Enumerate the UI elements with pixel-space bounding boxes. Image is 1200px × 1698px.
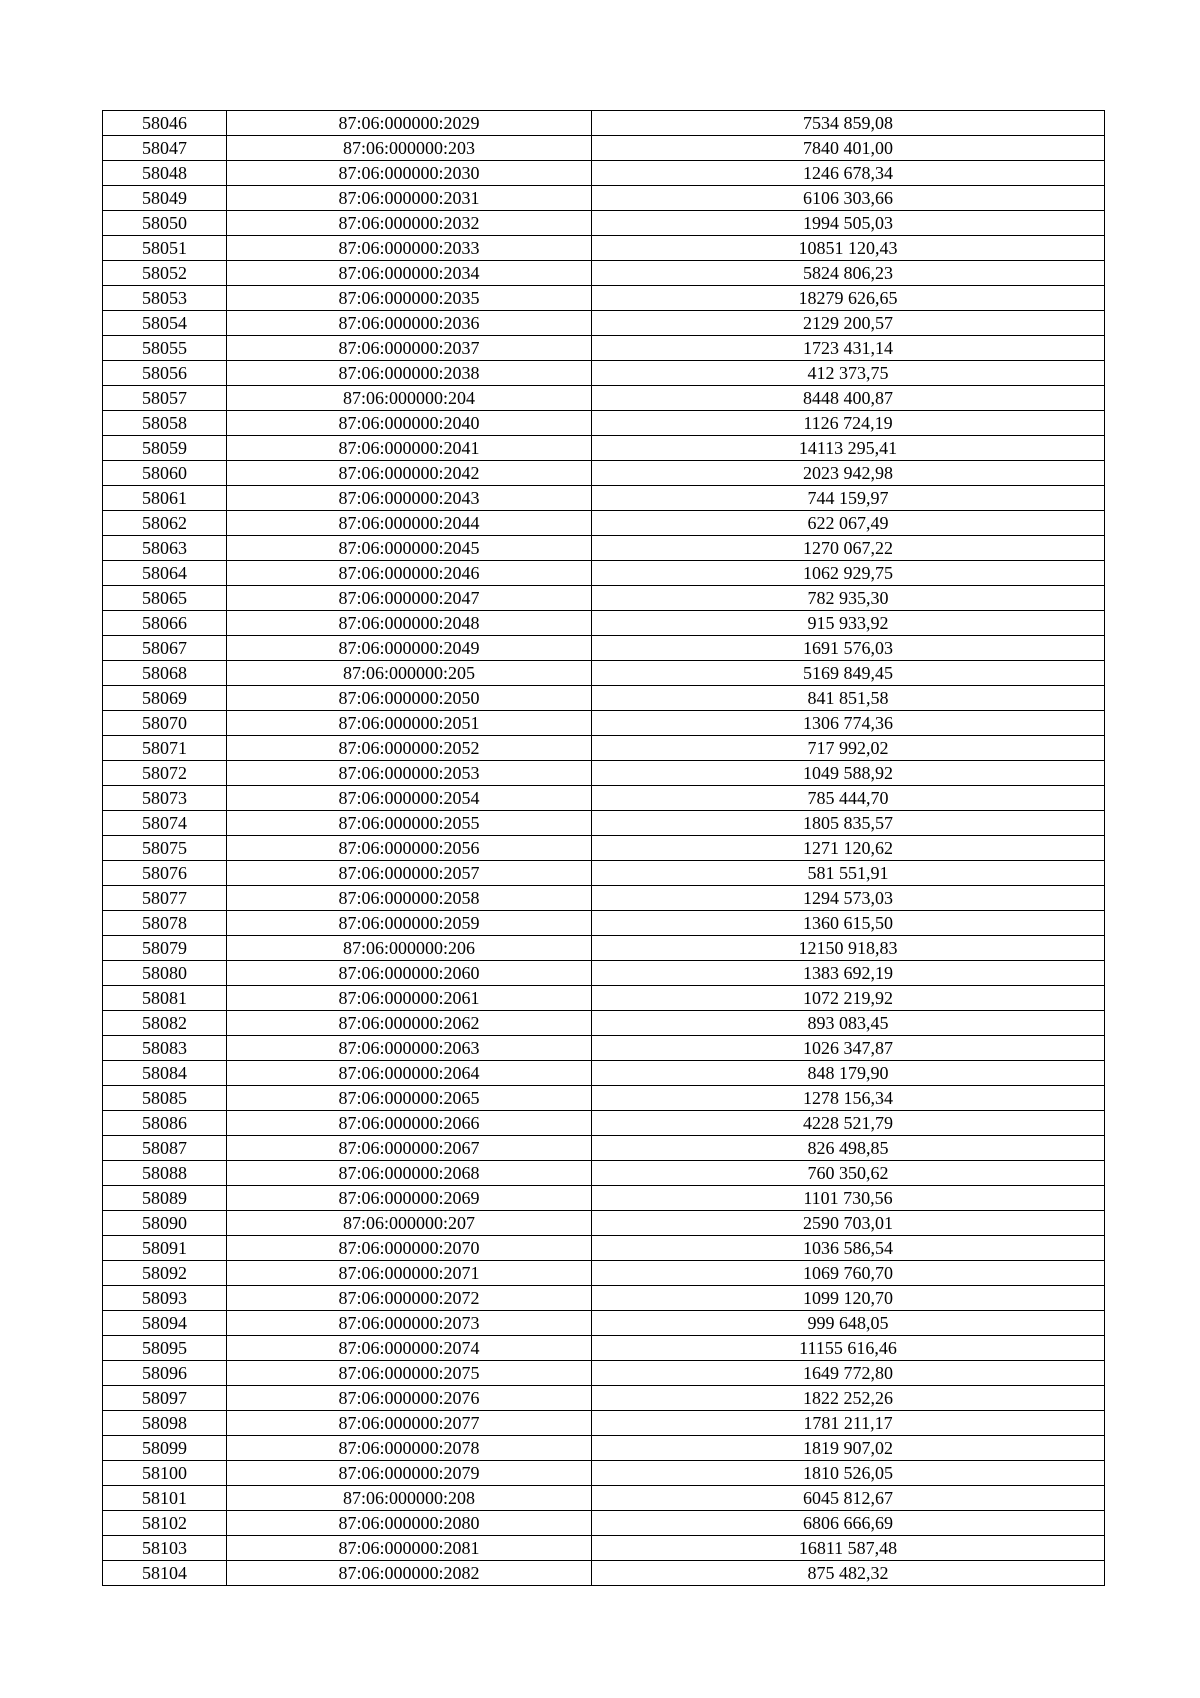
cadastral-value-cell: 6045 812,67 <box>592 1486 1105 1511</box>
table-row <box>103 461 1105 486</box>
cadastral-value-cell: 1649 772,80 <box>592 1361 1105 1386</box>
cadastral-value-cell: 875 482,32 <box>592 1561 1105 1586</box>
cadastral-number-cell: 87:06:000000:2064 <box>227 1061 592 1086</box>
row-number-cell: 58056 <box>103 361 227 386</box>
cadastral-value-cell: 622 067,49 <box>592 511 1105 536</box>
table-row <box>103 636 1105 661</box>
cadastral-value-cell: 5169 849,45 <box>592 661 1105 686</box>
table-row <box>103 886 1105 911</box>
row-number-cell: 58048 <box>103 161 227 186</box>
row-number-cell: 58097 <box>103 1386 227 1411</box>
cadastral-number-cell: 87:06:000000:207 <box>227 1211 592 1236</box>
cadastral-number-cell: 87:06:000000:2070 <box>227 1236 592 1261</box>
row-number-cell: 58099 <box>103 1436 227 1461</box>
table-row <box>103 161 1105 186</box>
row-number-cell: 58096 <box>103 1361 227 1386</box>
cadastral-value-cell: 1101 730,56 <box>592 1186 1105 1211</box>
cadastral-number-cell: 87:06:000000:2069 <box>227 1186 592 1211</box>
cadastral-number-cell: 87:06:000000:2048 <box>227 611 592 636</box>
cadastral-value-cell: 717 992,02 <box>592 736 1105 761</box>
row-number-cell: 58053 <box>103 286 227 311</box>
row-number-cell: 58074 <box>103 811 227 836</box>
table-row <box>103 911 1105 936</box>
row-number-cell: 58102 <box>103 1511 227 1536</box>
cadastral-value-table <box>102 110 1105 1586</box>
cadastral-number-cell: 87:06:000000:2060 <box>227 961 592 986</box>
cadastral-value-cell: 581 551,91 <box>592 861 1105 886</box>
table-row <box>103 686 1105 711</box>
row-number-cell: 58050 <box>103 211 227 236</box>
cadastral-value-cell: 1723 431,14 <box>592 336 1105 361</box>
row-number-cell: 58063 <box>103 536 227 561</box>
row-number-cell: 58066 <box>103 611 227 636</box>
cadastral-number-cell: 87:06:000000:2071 <box>227 1261 592 1286</box>
table-row <box>103 1436 1105 1461</box>
table-row <box>103 1511 1105 1536</box>
row-number-cell: 58057 <box>103 386 227 411</box>
table-row <box>103 1261 1105 1286</box>
cadastral-number-cell: 87:06:000000:2042 <box>227 461 592 486</box>
cadastral-value-cell: 2590 703,01 <box>592 1211 1105 1236</box>
table-row <box>103 1361 1105 1386</box>
row-number-cell: 58092 <box>103 1261 227 1286</box>
table-row <box>103 1386 1105 1411</box>
row-number-cell: 58098 <box>103 1411 227 1436</box>
cadastral-value-cell: 1270 067,22 <box>592 536 1105 561</box>
cadastral-number-cell: 87:06:000000:2030 <box>227 161 592 186</box>
cadastral-value-cell: 1360 615,50 <box>592 911 1105 936</box>
row-number-cell: 58085 <box>103 1086 227 1111</box>
cadastral-number-cell: 87:06:000000:208 <box>227 1486 592 1511</box>
row-number-cell: 58100 <box>103 1461 227 1486</box>
cadastral-number-cell: 87:06:000000:2052 <box>227 736 592 761</box>
cadastral-value-cell: 1049 588,92 <box>592 761 1105 786</box>
row-number-cell: 58094 <box>103 1311 227 1336</box>
cadastral-number-cell: 87:06:000000:2053 <box>227 761 592 786</box>
cadastral-value-cell: 1822 252,26 <box>592 1386 1105 1411</box>
row-number-cell: 58064 <box>103 561 227 586</box>
cadastral-number-cell: 87:06:000000:2034 <box>227 261 592 286</box>
row-number-cell: 58103 <box>103 1536 227 1561</box>
row-number-cell: 58079 <box>103 936 227 961</box>
row-number-cell: 58061 <box>103 486 227 511</box>
cadastral-number-cell: 87:06:000000:2041 <box>227 436 592 461</box>
cadastral-value-cell: 2023 942,98 <box>592 461 1105 486</box>
table-row <box>103 1311 1105 1336</box>
table-row <box>103 986 1105 1011</box>
cadastral-value-cell: 1069 760,70 <box>592 1261 1105 1286</box>
table-row <box>103 1136 1105 1161</box>
cadastral-number-cell: 87:06:000000:2079 <box>227 1461 592 1486</box>
table-row <box>103 1111 1105 1136</box>
cadastral-value-cell: 785 444,70 <box>592 786 1105 811</box>
cadastral-value-cell: 1099 120,70 <box>592 1286 1105 1311</box>
cadastral-value-cell: 12150 918,83 <box>592 936 1105 961</box>
cadastral-number-cell: 87:06:000000:2063 <box>227 1036 592 1061</box>
row-number-cell: 58093 <box>103 1286 227 1311</box>
table-row <box>103 1336 1105 1361</box>
row-number-cell: 58059 <box>103 436 227 461</box>
row-number-cell: 58090 <box>103 1211 227 1236</box>
cadastral-value-cell: 1306 774,36 <box>592 711 1105 736</box>
row-number-cell: 58055 <box>103 336 227 361</box>
cadastral-number-cell: 87:06:000000:2081 <box>227 1536 592 1561</box>
row-number-cell: 58071 <box>103 736 227 761</box>
table-row <box>103 486 1105 511</box>
table-row <box>103 661 1105 686</box>
table-row <box>103 336 1105 361</box>
cadastral-number-cell: 87:06:000000:2033 <box>227 236 592 261</box>
row-number-cell: 58091 <box>103 1236 227 1261</box>
row-number-cell: 58054 <box>103 311 227 336</box>
cadastral-number-cell: 87:06:000000:2078 <box>227 1436 592 1461</box>
cadastral-value-cell: 1994 505,03 <box>592 211 1105 236</box>
cadastral-number-cell: 87:06:000000:2059 <box>227 911 592 936</box>
cadastral-value-cell: 841 851,58 <box>592 686 1105 711</box>
row-number-cell: 58089 <box>103 1186 227 1211</box>
table-row <box>103 1186 1105 1211</box>
cadastral-value-cell: 1036 586,54 <box>592 1236 1105 1261</box>
cadastral-value-cell: 4228 521,79 <box>592 1111 1105 1136</box>
row-number-cell: 58086 <box>103 1111 227 1136</box>
cadastral-value-cell: 7534 859,08 <box>592 111 1105 136</box>
cadastral-number-cell: 87:06:000000:2038 <box>227 361 592 386</box>
table-row <box>103 761 1105 786</box>
table-row <box>103 1011 1105 1036</box>
cadastral-value-cell: 6106 303,66 <box>592 186 1105 211</box>
row-number-cell: 58080 <box>103 961 227 986</box>
table-row <box>103 1461 1105 1486</box>
cadastral-number-cell: 87:06:000000:2049 <box>227 636 592 661</box>
cadastral-value-cell: 1062 929,75 <box>592 561 1105 586</box>
cadastral-number-cell: 87:06:000000:2077 <box>227 1411 592 1436</box>
cadastral-value-cell: 1810 526,05 <box>592 1461 1105 1486</box>
table-row <box>103 136 1105 161</box>
table-row <box>103 611 1105 636</box>
cadastral-value-cell: 1805 835,57 <box>592 811 1105 836</box>
cadastral-number-cell: 87:06:000000:2043 <box>227 486 592 511</box>
row-number-cell: 58067 <box>103 636 227 661</box>
cadastral-number-cell: 87:06:000000:2031 <box>227 186 592 211</box>
cadastral-number-cell: 87:06:000000:2066 <box>227 1111 592 1136</box>
cadastral-number-cell: 87:06:000000:205 <box>227 661 592 686</box>
row-number-cell: 58072 <box>103 761 227 786</box>
row-number-cell: 58104 <box>103 1561 227 1586</box>
row-number-cell: 58087 <box>103 1136 227 1161</box>
cadastral-number-cell: 87:06:000000:2075 <box>227 1361 592 1386</box>
table-row <box>103 1161 1105 1186</box>
row-number-cell: 58073 <box>103 786 227 811</box>
row-number-cell: 58088 <box>103 1161 227 1186</box>
cadastral-value-cell: 1246 678,34 <box>592 161 1105 186</box>
table-row <box>103 311 1105 336</box>
table-row <box>103 261 1105 286</box>
row-number-cell: 58052 <box>103 261 227 286</box>
cadastral-value-cell: 760 350,62 <box>592 1161 1105 1186</box>
table-row <box>103 936 1105 961</box>
row-number-cell: 58051 <box>103 236 227 261</box>
cadastral-value-cell: 1383 692,19 <box>592 961 1105 986</box>
cadastral-number-cell: 87:06:000000:2050 <box>227 686 592 711</box>
table-row <box>103 386 1105 411</box>
cadastral-value-cell: 915 933,92 <box>592 611 1105 636</box>
cadastral-number-cell: 87:06:000000:2073 <box>227 1311 592 1336</box>
table-row <box>103 1036 1105 1061</box>
cadastral-value-cell: 5824 806,23 <box>592 261 1105 286</box>
table-row <box>103 411 1105 436</box>
cadastral-number-cell: 87:06:000000:2062 <box>227 1011 592 1036</box>
table-row <box>103 1561 1105 1586</box>
cadastral-value-cell: 782 935,30 <box>592 586 1105 611</box>
row-number-cell: 58068 <box>103 661 227 686</box>
table-row <box>103 586 1105 611</box>
table-row <box>103 1286 1105 1311</box>
row-number-cell: 58058 <box>103 411 227 436</box>
row-number-cell: 58070 <box>103 711 227 736</box>
table-row <box>103 561 1105 586</box>
row-number-cell: 58065 <box>103 586 227 611</box>
table-row <box>103 786 1105 811</box>
cadastral-value-cell: 1819 907,02 <box>592 1436 1105 1461</box>
row-number-cell: 58075 <box>103 836 227 861</box>
table-row <box>103 436 1105 461</box>
table-row <box>103 836 1105 861</box>
cadastral-number-cell: 87:06:000000:2082 <box>227 1561 592 1586</box>
cadastral-value-cell: 11155 616,46 <box>592 1336 1105 1361</box>
table-body <box>103 111 1105 1586</box>
table-row <box>103 361 1105 386</box>
cadastral-number-cell: 87:06:000000:2047 <box>227 586 592 611</box>
table-row <box>103 536 1105 561</box>
cadastral-value-cell: 16811 587,48 <box>592 1536 1105 1561</box>
cadastral-number-cell: 87:06:000000:2057 <box>227 861 592 886</box>
row-number-cell: 58077 <box>103 886 227 911</box>
row-number-cell: 58062 <box>103 511 227 536</box>
table-row <box>103 1211 1105 1236</box>
row-number-cell: 58047 <box>103 136 227 161</box>
cadastral-number-cell: 87:06:000000:2029 <box>227 111 592 136</box>
cadastral-number-cell: 87:06:000000:203 <box>227 136 592 161</box>
table-row <box>103 961 1105 986</box>
cadastral-value-cell: 1294 573,03 <box>592 886 1105 911</box>
row-number-cell: 58049 <box>103 186 227 211</box>
cadastral-value-cell: 18279 626,65 <box>592 286 1105 311</box>
cadastral-number-cell: 87:06:000000:2065 <box>227 1086 592 1111</box>
table-row <box>103 286 1105 311</box>
cadastral-value-cell: 1126 724,19 <box>592 411 1105 436</box>
row-number-cell: 58078 <box>103 911 227 936</box>
table-row <box>103 186 1105 211</box>
cadastral-number-cell: 87:06:000000:2045 <box>227 536 592 561</box>
cadastral-number-cell: 87:06:000000:2040 <box>227 411 592 436</box>
table-row <box>103 111 1105 136</box>
cadastral-number-cell: 87:06:000000:2058 <box>227 886 592 911</box>
cadastral-number-cell: 87:06:000000:2051 <box>227 711 592 736</box>
cadastral-number-cell: 87:06:000000:206 <box>227 936 592 961</box>
table-row <box>103 511 1105 536</box>
table-row <box>103 861 1105 886</box>
cadastral-value-cell: 848 179,90 <box>592 1061 1105 1086</box>
cadastral-number-cell: 87:06:000000:2080 <box>227 1511 592 1536</box>
cadastral-value-cell: 412 373,75 <box>592 361 1105 386</box>
cadastral-number-cell: 87:06:000000:2067 <box>227 1136 592 1161</box>
row-number-cell: 58082 <box>103 1011 227 1036</box>
cadastral-value-cell: 10851 120,43 <box>592 236 1105 261</box>
table-row <box>103 736 1105 761</box>
table-row <box>103 1086 1105 1111</box>
cadastral-number-cell: 87:06:000000:2056 <box>227 836 592 861</box>
cadastral-value-cell: 6806 666,69 <box>592 1511 1105 1536</box>
table-row <box>103 236 1105 261</box>
cadastral-value-cell: 893 083,45 <box>592 1011 1105 1036</box>
cadastral-number-cell: 87:06:000000:2037 <box>227 336 592 361</box>
cadastral-value-cell: 744 159,97 <box>592 486 1105 511</box>
row-number-cell: 58069 <box>103 686 227 711</box>
cadastral-value-cell: 7840 401,00 <box>592 136 1105 161</box>
cadastral-number-cell: 87:06:000000:2076 <box>227 1386 592 1411</box>
row-number-cell: 58046 <box>103 111 227 136</box>
cadastral-number-cell: 87:06:000000:2032 <box>227 211 592 236</box>
cadastral-number-cell: 87:06:000000:2068 <box>227 1161 592 1186</box>
table-row <box>103 1411 1105 1436</box>
cadastral-number-cell: 87:06:000000:2044 <box>227 511 592 536</box>
cadastral-number-cell: 87:06:000000:2074 <box>227 1336 592 1361</box>
cadastral-value-cell: 1271 120,62 <box>592 836 1105 861</box>
table-row <box>103 1486 1105 1511</box>
cadastral-value-cell: 2129 200,57 <box>592 311 1105 336</box>
row-number-cell: 58101 <box>103 1486 227 1511</box>
cadastral-value-cell: 1781 211,17 <box>592 1411 1105 1436</box>
cadastral-number-cell: 87:06:000000:2072 <box>227 1286 592 1311</box>
row-number-cell: 58084 <box>103 1061 227 1086</box>
table-row <box>103 1061 1105 1086</box>
table-row <box>103 811 1105 836</box>
cadastral-number-cell: 87:06:000000:204 <box>227 386 592 411</box>
table-row <box>103 711 1105 736</box>
cadastral-number-cell: 87:06:000000:2036 <box>227 311 592 336</box>
cadastral-value-cell: 1026 347,87 <box>592 1036 1105 1061</box>
cadastral-number-cell: 87:06:000000:2061 <box>227 986 592 1011</box>
row-number-cell: 58095 <box>103 1336 227 1361</box>
cadastral-number-cell: 87:06:000000:2054 <box>227 786 592 811</box>
cadastral-value-cell: 1072 219,92 <box>592 986 1105 1011</box>
row-number-cell: 58083 <box>103 1036 227 1061</box>
cadastral-value-cell: 14113 295,41 <box>592 436 1105 461</box>
cadastral-number-cell: 87:06:000000:2035 <box>227 286 592 311</box>
cadastral-value-cell: 1691 576,03 <box>592 636 1105 661</box>
cadastral-value-cell: 1278 156,34 <box>592 1086 1105 1111</box>
cadastral-number-cell: 87:06:000000:2055 <box>227 811 592 836</box>
row-number-cell: 58081 <box>103 986 227 1011</box>
cadastral-value-cell: 826 498,85 <box>592 1136 1105 1161</box>
cadastral-value-cell: 8448 400,87 <box>592 386 1105 411</box>
table-row <box>103 1236 1105 1261</box>
row-number-cell: 58076 <box>103 861 227 886</box>
table-row <box>103 211 1105 236</box>
table-row <box>103 1536 1105 1561</box>
cadastral-value-cell: 999 648,05 <box>592 1311 1105 1336</box>
row-number-cell: 58060 <box>103 461 227 486</box>
cadastral-number-cell: 87:06:000000:2046 <box>227 561 592 586</box>
